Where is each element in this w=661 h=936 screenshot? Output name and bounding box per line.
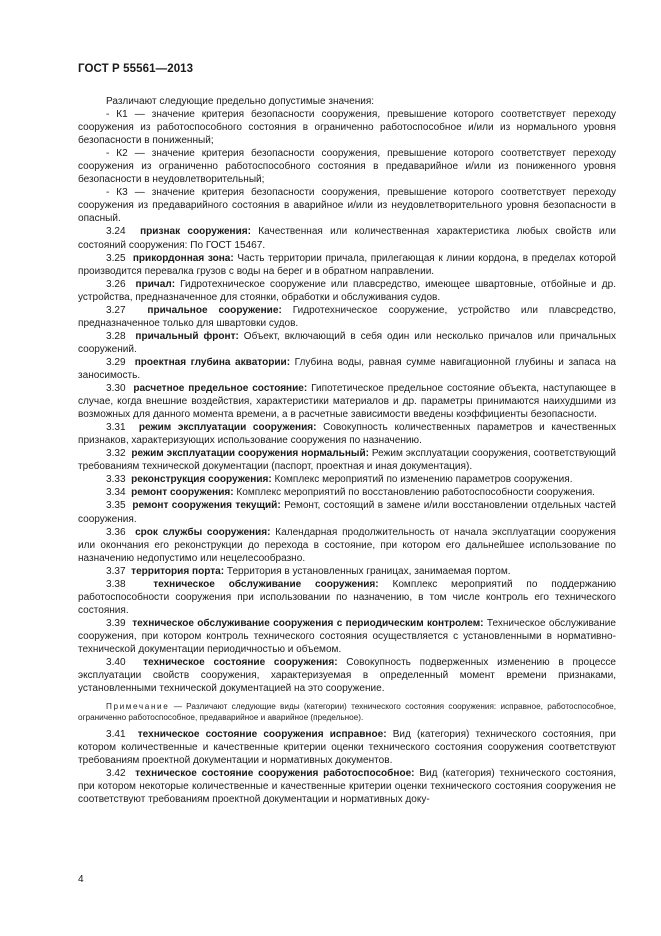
definition-item <box>78 728 616 767</box>
note-label: Примечание <box>106 702 170 712</box>
definition-text: Комплекс мероприятий по поддержанию работоспособности сооружения при использовании по назначению, в том числе контроль его технического состояния. <box>78 578 616 616</box>
definition-item <box>78 382 616 421</box>
definition-term: реконструкция сооружения: <box>131 474 272 486</box>
definition-term: режим эксплуатации сооружения: <box>138 422 317 434</box>
definition-term: прикордонная зона: <box>132 252 234 264</box>
definition-number: 3.39 <box>106 617 126 629</box>
note-paragraph <box>78 701 616 723</box>
definition-number: 3.35 <box>106 500 126 512</box>
definition-number: 3.26 <box>106 278 126 290</box>
definition-text: Техническое обслуживание сооружения, при котором контроль технического состояния осуществляется с установленными в нормативно-технической документации периодичностью и объемом. <box>78 617 617 655</box>
definition-item <box>78 565 616 578</box>
definition-text: Гипотетическое предельное состояние объекта, наступающее в случае, когда внешние воздействия, характеристики материалов и др. параметры принимаются наихудшими из возможных для данного момента времени, а в расчетные зависимости введены коэффициенты безопасности. <box>78 383 616 421</box>
definition-term: режим эксплуатации сооружения нормальный: <box>131 448 369 460</box>
definition-text: Совокупность количественных параметров и качественных признаков, характеризующих использование сооружения по назначению. <box>78 422 616 447</box>
intro-paragraph: Различают следующие предельно допустимые значения: <box>106 96 375 107</box>
definition-item <box>78 447 616 473</box>
definition-number: 3.31 <box>106 422 126 434</box>
definition-term: причал: <box>135 278 176 290</box>
definition-term: техническое состояние сооружения: <box>143 657 338 669</box>
definition-item <box>78 225 616 251</box>
definition-number: 3.30 <box>106 383 126 395</box>
definition-number: 3.28 <box>106 330 126 342</box>
page-number: 4 <box>78 874 84 885</box>
definition-text: Комплекс мероприятий по изменению параметров сооружения. <box>274 474 573 486</box>
definition-item <box>78 656 616 695</box>
definition-text: Режим эксплуатации сооружения, соответствующий требованиям технической документации (паспорт, проектная и иная документация). <box>78 448 617 473</box>
definition-number: 3.32 <box>106 448 126 460</box>
definition-number: 3.25 <box>106 252 126 264</box>
definition-number: 3.27 <box>106 304 126 316</box>
definition-text: Вид (категория) технического состояния, при котором количественные и качественные критерии оценки технического состояния сооружения соответствуют требованиям проектной документации и нормативных документов. <box>78 729 616 767</box>
definition-item <box>78 526 616 565</box>
definition-term: техническое состояние сооружения работоспособное: <box>135 768 415 780</box>
limit-values-list <box>78 108 616 225</box>
definition-number: 3.42 <box>106 768 126 780</box>
definition-item <box>78 330 616 356</box>
definition-term: признак сооружения: <box>140 226 251 238</box>
definition-text: Вид (категория) технического состояния, при котором некоторые количественные и качественные критерии оценки технического состояния сооружения не соответствуют требованиям проектной документации и нормативных доку- <box>78 768 616 806</box>
definition-text: Гидротехническое сооружение или плавсредство, имеющее швартовные, отбойные и др. устройства, предназначенное для стоянки, обработки и обслуживания судов. <box>78 278 617 303</box>
definition-number: 3.33 <box>106 474 126 486</box>
definition-term: причальный фронт: <box>135 330 239 342</box>
definition-term: ремонт сооружения текущий: <box>132 500 281 512</box>
definition-number: 3.24 <box>106 226 126 238</box>
definition-term: техническое обслуживание сооружения с периодическим контролем: <box>132 617 484 629</box>
definition-number: 3.41 <box>106 729 126 741</box>
definition-text: Ремонт, состоящий в замене и/или восстановлении отдельных частей сооружения. <box>78 500 616 525</box>
definition-item <box>78 767 616 806</box>
definition-term: срок службы сооружения: <box>135 526 271 538</box>
definition-item <box>78 499 616 525</box>
definition-item <box>78 473 616 486</box>
definition-text: Объект, включающий в себя один или несколько причалов или причальных сооружений. <box>78 330 616 355</box>
definition-item <box>78 278 616 304</box>
definitions-list <box>78 225 616 695</box>
note-text: — Различают следующие виды (категории) технического состояния сооружения: исправное, работоспособное, ограниченно работоспособное, предаварийное и аварийное (предельное). <box>78 702 616 723</box>
definition-term: техническое обслуживание сооружения: <box>153 578 379 590</box>
definition-number: 3.29 <box>106 356 126 368</box>
definition-number: 3.34 <box>106 487 126 499</box>
definition-text: Качественная или количественная характеристика любых свойств или состояний сооружения: По ГОСТ 15467. <box>78 226 616 251</box>
document-header: ГОСТ Р 55561—2013 <box>78 63 194 75</box>
definition-number: 3.40 <box>106 657 126 669</box>
definition-term: техническое состояние сооружения исправное: <box>137 729 387 741</box>
definition-item <box>78 421 616 447</box>
definition-text: Территория в установленных границах, занимаемая портом. <box>226 565 511 577</box>
limit-value-item: - К3 — значение критерия безопасности сооружения, превышение которого соответствует переходу сооружения из предаварийного состояния в аварийное и/или из неудовлетворительного уровня безопасности в опасный. <box>78 187 616 225</box>
definition-number: 3.38 <box>106 578 126 590</box>
definition-term: территория порта: <box>131 565 225 577</box>
definition-term: проектная глубина акватории: <box>134 356 291 368</box>
definition-number: 3.36 <box>106 526 126 538</box>
definition-item <box>78 252 616 278</box>
definition-text: Комплекс мероприятий по восстановлению работоспособности сооружения. <box>236 487 595 499</box>
definition-item <box>78 486 616 499</box>
definitions-list-continued <box>78 728 616 806</box>
definition-text: Совокупность подверженных изменению в процессе эксплуатации свойств сооружения, характеризуемая в определенный момент времени признаками, установленными технической документацией на это сооружение. <box>78 657 616 695</box>
limit-value-item: - К1 — значение критерия безопасности сооружения, превышение которого соответствует переходу сооружения из работоспособного состояния в ограниченно работоспособное и/или из нормального уровня безопасности в пониженный; <box>78 109 616 147</box>
definition-item <box>78 356 616 382</box>
definition-term: ремонт сооружения: <box>131 487 234 499</box>
definition-item <box>78 617 616 656</box>
definition-term: расчетное предельное состояние: <box>133 383 308 395</box>
definition-item <box>78 304 616 330</box>
definition-text: Часть территории причала, прилегающая к линии кордона, в пределах которой производится перевалка грузов с воды на берег и в обратном направлении. <box>78 252 616 277</box>
definition-text: Календарная продолжительность от начала эксплуатации сооружения или окончания его реконструкции до перехода в состояние, при котором его дальнейшее использование по назначению недопустимо или нецелесообразно. <box>78 526 616 564</box>
definition-number: 3.37 <box>106 565 126 577</box>
definition-text: Гидротехническое сооружение, устройство или плавсредство, предназначенное только для швартовки судов. <box>78 304 617 329</box>
definition-item <box>78 578 616 617</box>
definition-text: Глубина воды, равная сумме навигационной глубины и запаса на заносимость. <box>78 356 616 381</box>
limit-value-item: - К2 — значение критерия безопасности сооружения, превышение которого соответствует переходу сооружения из ограниченно работоспособного состояния в предаварийное и/или из пониженного уровня безопасности в неудовлетворительный; <box>78 148 616 186</box>
document-body <box>78 95 616 806</box>
definition-term: причальное сооружение: <box>147 304 282 316</box>
